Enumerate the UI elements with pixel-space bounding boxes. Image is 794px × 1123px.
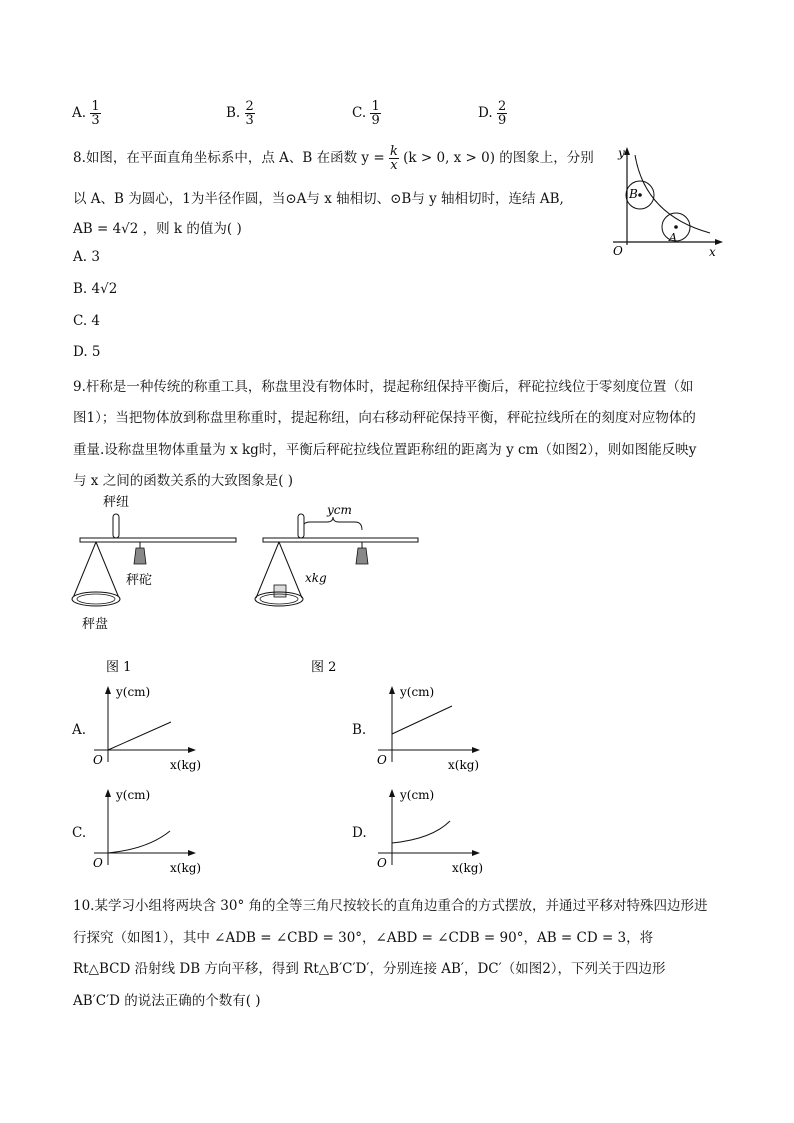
svg-text:O: O — [93, 753, 103, 767]
svg-text:O: O — [93, 856, 103, 870]
fig-point-b-label: B — [629, 187, 638, 201]
q9-option-a-label[interactable]: A. — [72, 722, 87, 738]
steelyard-figure-2 — [255, 490, 430, 680]
q8-option-d[interactable]: D. 5 — [73, 344, 101, 360]
q10-line-3: Rt△BCD 沿射线 DB 方向平移，得到 Rt△B′C′D′，分别连接 AB′，DC′（如图2），下列关于四边形 — [73, 961, 666, 977]
q9-line-1: 9.杆称是一种传统的称重工具，称盘里没有物体时，提起称纽保持平衡后，秤砣拉线位于零刻度位置（如 — [73, 379, 694, 395]
q9-graph-c[interactable] — [88, 787, 202, 882]
svg-text:x(kg): x(kg) — [170, 861, 202, 875]
fraction: $\frac{k}{x}$ — [389, 144, 398, 173]
fig1-pan-label: 秤盘 — [82, 617, 109, 632]
q7-option-b[interactable]: B. $\frac{2}{3}$ — [226, 99, 254, 128]
q7-option-d[interactable]: D. $\frac{2}{9}$ — [478, 99, 507, 128]
fraction: $\frac{1}{3}$ — [91, 99, 100, 128]
fraction: $\frac{2}{3}$ — [245, 99, 254, 128]
q8-option-b[interactable]: B. 4√2 — [73, 281, 118, 297]
svg-text:x(kg): x(kg) — [170, 758, 202, 772]
fraction: $\frac{2}{9}$ — [497, 99, 507, 128]
q9-line-3: 重量.设称盘里物体重量为 x kg时，平衡后秤砣拉线位置距称纽的距离为 y cm（如图2），则如图能反映y — [73, 442, 697, 458]
q9-graph-d[interactable] — [372, 787, 482, 882]
fraction: $\frac{1}{9}$ — [371, 99, 380, 128]
q8-option-a[interactable]: A. 3 — [73, 249, 100, 265]
q9-option-b-label[interactable]: B. — [352, 722, 367, 738]
q9-line-2: 图1）；当把物体放到称盘里称重时，提起称纽，向右移动秤砣保持平衡，秤砣拉线所在的刻度对应物体的 — [73, 410, 696, 426]
q7-option-c[interactable]: C. $\frac{1}{9}$ — [352, 99, 380, 128]
q8-figure — [605, 145, 725, 260]
steelyard-figure-1 — [70, 490, 250, 680]
svg-text:O: O — [377, 856, 387, 870]
svg-text:y(cm): y(cm) — [400, 788, 435, 802]
q7-option-a[interactable]: A. $\frac{1}{3}$ — [72, 99, 100, 128]
fig2-mass-label: xkg — [305, 571, 327, 585]
svg-text:x(kg): x(kg) — [452, 861, 484, 875]
fig1-knob-label: 秤纽 — [103, 495, 130, 510]
q10-line-1: 10.某学习小组将两块含 30° 角的全等三角尺按较长的直角边重合的方式摆放，并通过平移对特殊四边形进 — [73, 898, 708, 914]
q9-line-4: 与 x 之间的函数关系的大致图象是( ) — [73, 473, 294, 489]
q8-option-c[interactable]: C. 4 — [73, 313, 101, 329]
svg-text:y(cm): y(cm) — [116, 788, 151, 802]
fig-y-label: y — [618, 146, 625, 160]
q9-graph-a[interactable] — [88, 684, 202, 779]
q9-graph-b[interactable] — [372, 684, 482, 779]
q9-option-c-label[interactable]: C. — [72, 825, 87, 841]
q8-line-3: AB = 4√2 ，则 k 的值为( ) — [73, 221, 242, 237]
q8-line-1: 8.如图，在平面直角坐标系中，点 A、B 在函数 y = $\frac{k}{x}$ (k > 0, x > 0) 的图象上，分别 — [73, 144, 594, 173]
svg-text:y(cm): y(cm) — [400, 685, 435, 699]
fig-point-a-label: A — [669, 231, 677, 244]
fig-x-label: x — [709, 245, 716, 259]
svg-text:x(kg): x(kg) — [448, 758, 480, 772]
fig1-weight-label: 秤砣 — [126, 573, 153, 588]
svg-text:y(cm): y(cm) — [116, 685, 151, 699]
q8-line-2: 以 A、B 为圆心，1为半径作圆，当⊙A与 x 轴相切、⊙B与 y 轴相切时，连结 AB, — [73, 191, 564, 207]
fig1-caption: 图 1 — [106, 660, 132, 675]
q9-option-d-label[interactable]: D. — [352, 825, 367, 841]
svg-text:O: O — [377, 753, 387, 767]
fig-origin-label: O — [613, 244, 623, 258]
fig2-distance-label: ycm — [327, 503, 352, 517]
fig2-caption: 图 2 — [311, 660, 337, 675]
q10-line-4: AB′C′D 的说法正确的个数有( ) — [73, 993, 261, 1009]
q10-line-2: 行探究（如图1），其中 ∠ADB = ∠CBD = 30°，∠ABD = ∠CDB = 90°，AB = CD = 3，将 — [73, 930, 654, 946]
